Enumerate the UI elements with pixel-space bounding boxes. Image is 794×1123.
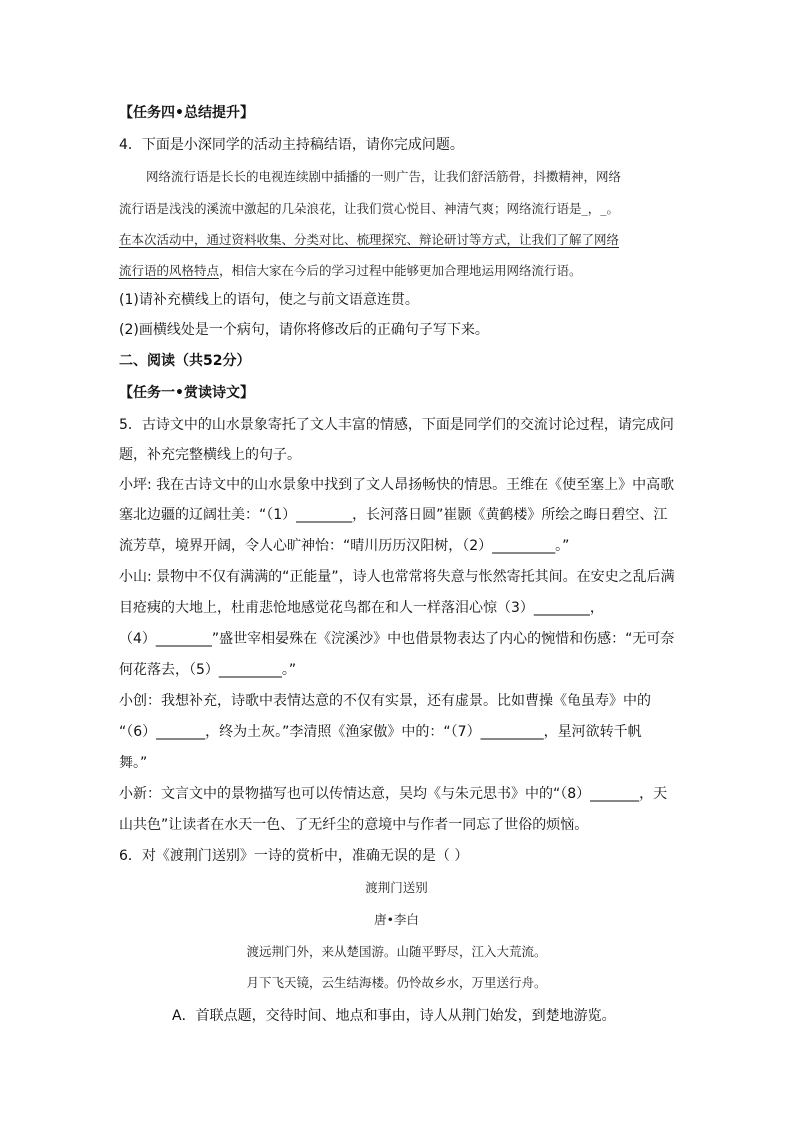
xiaoshan-line-2: 目疮痍的大地上，杜甫悲怆地感觉花鸟都在和人一样落泪心惊（3）________， — [119, 600, 604, 616]
passage-line-2: 流行语是浅浅的溪流中激起的几朵浪花，让我们赏心悦目、神清气爽；网络流行语是_，_。 — [119, 201, 620, 216]
xiaochuang-line-3: 舞。” — [119, 755, 148, 771]
xiaochuang-line-1: 小创：我想补充，诗歌中表情达意的不仅有实景，还有虚景。比如曹操《龟虽寿》中的 — [119, 693, 651, 709]
passage-line-4-rest: ，相信大家在今后的学习过程中能够更加合理地运用网络流行语。 — [219, 263, 582, 278]
xiaoxin-line-2: 山共色”让读者在水天一色、了无纤尘的意境中与作者一同忘了世俗的烦恼。 — [119, 817, 589, 833]
question-6-stem: 6．对《渡荆门送别》一诗的赏析中，准确无误的是（ ） — [119, 848, 469, 864]
question-5-stem-line-1: 5．古诗文中的山水景象寄托了文人丰富的情感，下面是同学们的交流讨论过程，请完成问 — [119, 417, 674, 433]
question-6-option-a[interactable]: A．首联点题，交待时间、地点和事由，诗人从荆门始发，到楚地游览。 — [172, 1008, 616, 1024]
xiaoping-line-1: 小坪: 我在古诗文中的山水景象中找到了文人昂扬畅快的情思。王维在《使至塞上》中高歌 — [119, 477, 675, 493]
question-5-stem-line-2: 题，补充完整横线上的句子。 — [119, 447, 301, 463]
passage-line-4 — [119, 261, 582, 281]
poem-line-1: 渡远荆门外，来从楚国游。山随平野尽，江入大荒流。 — [246, 944, 547, 959]
xiaoping-line-2: 塞北边疆的辽阔壮美：“（1）________，长河落日圆”崔颢《黄鹤楼》所绘之晦日碧空、江 — [119, 507, 668, 523]
poem-line-2: 月下飞天镜，云生结海楼。仍怜故乡水，万里送行舟。 — [246, 975, 547, 990]
passage-underlined-phrase: 流行语的风格特点 — [119, 263, 220, 278]
question-4-stem: 4．下面是小深同学的活动主持稿结语，请你完成问题。 — [119, 137, 464, 153]
xiaoping-line-3: 流芳草，境界开阔，令人心旷神怡：“晴川历历汉阳树，（2）_________。” — [119, 538, 570, 554]
xiaochuang-line-2: “（6）_______，终为土灰。”李清照《渔家傲》中的：“（7）_________，星河欲转千帆 — [119, 724, 642, 740]
xiaoshan-line-4: 何花落去，（5）_________。” — [119, 662, 297, 678]
section-2-heading: 二、阅读（共52分） — [119, 353, 251, 369]
task1-heading: 【任务一•赏读诗文】 — [119, 385, 254, 401]
poem-title: 渡荆门送别 — [365, 880, 428, 895]
passage-line-1: 网络流行语是长长的电视连续剧中插播的一则广告，让我们舒活筋骨，抖擞精神，网络 — [146, 169, 622, 184]
task4-heading: 【任务四•总结提升】 — [119, 105, 254, 121]
passage-line-3-underlined: 在本次活动中，通过资料收集、分类对比、梳理探究、辩论研讨等方式，让我们了解了网络 — [119, 232, 620, 247]
question-4-sub-1: (1)请补充横线上的语句，使之与前文语意连贯。 — [119, 292, 419, 308]
xiaoshan-line-3: （4）________”盛世宰相晏殊在《浣溪沙》中也借景物表达了内心的惋惜和伤感：“无可奈 — [119, 631, 675, 647]
xiaoshan-line-1: 小山: 景物中不仅有满满的“正能量”，诗人也常常将失意与怅然寄托其间。在安史之乱后满 — [119, 569, 675, 585]
poem-author: 唐•李白 — [374, 912, 419, 927]
xiaoxin-line-1: 小新：文言文中的景物描写也可以传情达意，吴均《与朱元思书》中的“（8）_______，天 — [119, 786, 668, 802]
question-4-sub-2: (2)画横线处是一个病句，请你将修改后的正确句子写下来。 — [119, 322, 489, 338]
